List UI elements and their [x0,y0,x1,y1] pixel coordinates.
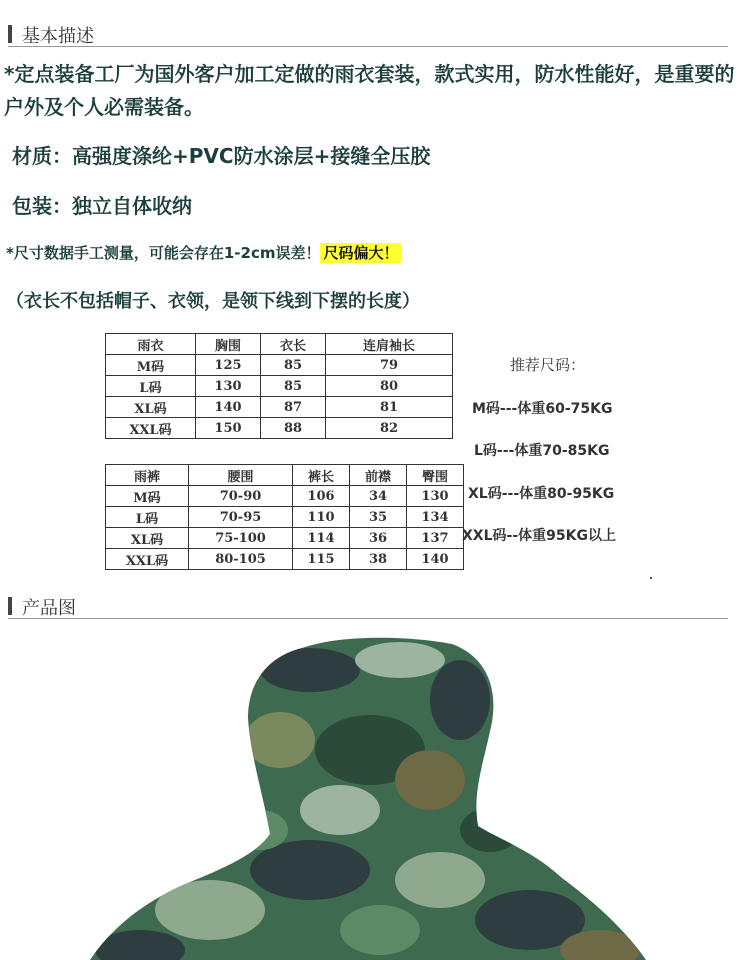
table-cell: 70-95 [189,507,293,528]
table-cell: 36 [350,528,407,549]
packaging-text: 包装：独立自体收纳 [12,194,192,218]
section-title-photo: 产品图 [22,598,76,619]
table-cell: 75-100 [189,528,293,549]
table-row [106,418,453,439]
table-cell: XL码 [106,528,189,549]
table-row [106,486,464,507]
table-cell: 70-90 [189,486,293,507]
table-header-cell: 裤长 [293,465,350,486]
table-row [106,376,453,397]
length-note: （衣长不包括帽子、衣领，是领下线到下摆的长度） [6,291,420,312]
table-cell: 85 [261,376,326,397]
table-cell: 82 [326,418,453,439]
recommend-size-item: L码---体重70-85KG [474,443,610,459]
recommend-size-item: M码---体重60-75KG [472,401,613,417]
intro-text: *定点装备工厂为国外客户加工定做的雨衣套装，款式实用，防水性能好，是重要的户外及个人必需装备。 [4,62,735,119]
table-header-row [106,465,464,486]
table-cell: 87 [261,397,326,418]
table-cell: 115 [293,549,350,570]
section-marker [8,25,12,43]
section-marker [8,597,12,615]
table-row [106,507,464,528]
table-cell: 81 [326,397,453,418]
table-cell: XXL码 [106,418,196,439]
table-cell: 34 [350,486,407,507]
table-header-cell: 衣长 [261,334,326,355]
table-cell: M码 [106,355,196,376]
table-cell: 134 [407,507,464,528]
table-header-cell: 连肩袖长 [326,334,453,355]
table-header-row [106,334,453,355]
table-header-cell: 胸围 [196,334,261,355]
size-warning-highlight: 尺码偏大！ [320,243,401,263]
table-cell: 35 [350,507,407,528]
table-cell: 88 [261,418,326,439]
table-row [106,397,453,418]
recommend-size-title: 推荐尺码： [510,356,586,374]
pants-size-table [105,464,464,570]
material-text: 材质：高强度涤纶+PVC防水涂层+接缝全压胶 [12,144,431,168]
table-cell: 110 [293,507,350,528]
table-header-cell: 前襟 [350,465,407,486]
section-title-basic: 基本描述 [22,26,94,47]
table-cell: 150 [196,418,261,439]
table-cell: 137 [407,528,464,549]
table-cell: 106 [293,486,350,507]
table-row [106,549,464,570]
recommend-size-item: XL码---体重80-95KG [468,486,615,502]
table-cell: 79 [326,355,453,376]
table-cell: XXL码 [106,549,189,570]
table-row [106,528,464,549]
table-header-cell: 腰围 [189,465,293,486]
coat-size-table [105,333,453,439]
table-cell: 38 [350,549,407,570]
measurement-note [6,242,401,263]
product-photo [80,630,660,960]
table-cell: 140 [407,549,464,570]
recommend-size-item: XXL码--体重95KG以上 [462,528,616,544]
section-header-photo [8,592,728,619]
table-header-cell: 雨裤 [106,465,189,486]
measurement-note-text: *尺寸数据手工测量，可能会存在1-2cm误差！ [6,244,321,262]
table-row [106,355,453,376]
table-cell: 140 [196,397,261,418]
table-cell: 125 [196,355,261,376]
table-cell: 80-105 [189,549,293,570]
table-cell: XL码 [106,397,196,418]
table-header-cell: 臀围 [407,465,464,486]
table-cell: 130 [407,486,464,507]
table-cell: L码 [106,507,189,528]
table-cell: 130 [196,376,261,397]
decorative-dot [650,577,652,579]
table-cell: 114 [293,528,350,549]
table-cell: L码 [106,376,196,397]
table-cell: 80 [326,376,453,397]
table-cell: 85 [261,355,326,376]
table-header-cell: 雨衣 [106,334,196,355]
section-header-basic [8,20,728,47]
table-cell: M码 [106,486,189,507]
